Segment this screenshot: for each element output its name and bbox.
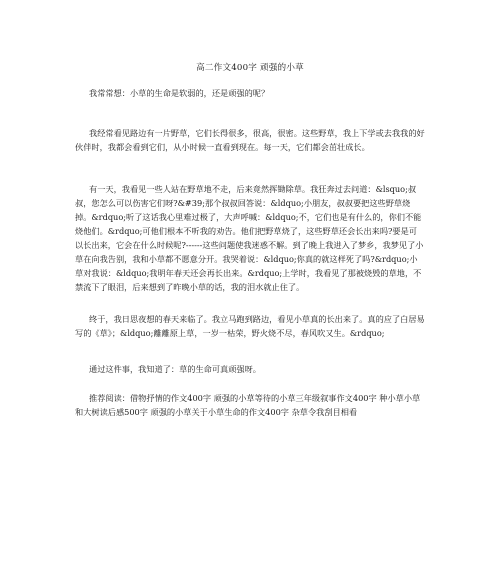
paragraph-text: 终于，我日思夜想的春天来临了。我立马跑到路边，看见小草真的长出来了。真的应了白居易写的《草》；&ldquo;離離原上草，一岁一枯荣，野火烧不尽，春风吹又生。&rdquo; <box>75 314 425 338</box>
document-title: 高二作文400字 顽强的小草 <box>196 63 304 73</box>
paragraph-text: 有一天，我看见一些人站在野草地不走，后来竟然挥锄除草。我狂奔过去问道：&lsquo;叔叔，您怎么可以伤害它们呀?&#39;那个叔叔回答说：&ldquo;小朋友，叔叔要把这些野草烧掉。&rdquo;听了这话我心里难过极了，大声呼喊：&ldquo;不，它们也是有什么的，你们不能烧他们。&rdquo;可他们根本不听我的劝告。他们把野草烧了，这些野草还会长出来吗?要是可以长出来，它会在什么时候呢?------这些问题使我迷惑不解。到了晚上我进入了梦乡，我梦见了小草在向我告别，我和小草都不愿意分开。我哭着说：&ldquo;你真的就这样死了吗?&rdquo;小草对我说：&ldquo;我明年春天还会再长出来。&rdquo;上学时，我看见了那被烧毁的草地，不禁流下了眼泪，后来想到了昨晚小草的话，我的泪水就止住了。 <box>75 184 424 292</box>
paragraph-text: 我常常想：小草的生命是软弱的，还是顽强的呢？ <box>89 88 270 98</box>
paragraph-6-recommended-reading <box>75 391 425 419</box>
paragraph-4 <box>75 312 425 340</box>
paragraph-text: 通过这件事，我知道了：草的生命可真顽强呀。 <box>89 364 261 374</box>
paragraph-3 <box>75 182 425 294</box>
paragraph-5 <box>75 362 425 376</box>
paragraph-text: 我经常看见路边有一片野草，它们长得很多，很高，很密。这些野草，我上下学或去我我的好伙伴时，我都会看到它们，从小时候一直看到现在。每一天，它们都会茁壮成长。 <box>75 128 425 152</box>
paragraph-1 <box>75 86 425 100</box>
paragraph-text: 推荐阅读：借物抒情的作文400字 顽强的小草等待的小草三年级叙事作文400字 种小草小草和大树读后感500字 顽强的小草关于小草生命的作文400字 杂草令我刮目相看 <box>75 393 421 417</box>
paragraph-2 <box>75 126 425 154</box>
